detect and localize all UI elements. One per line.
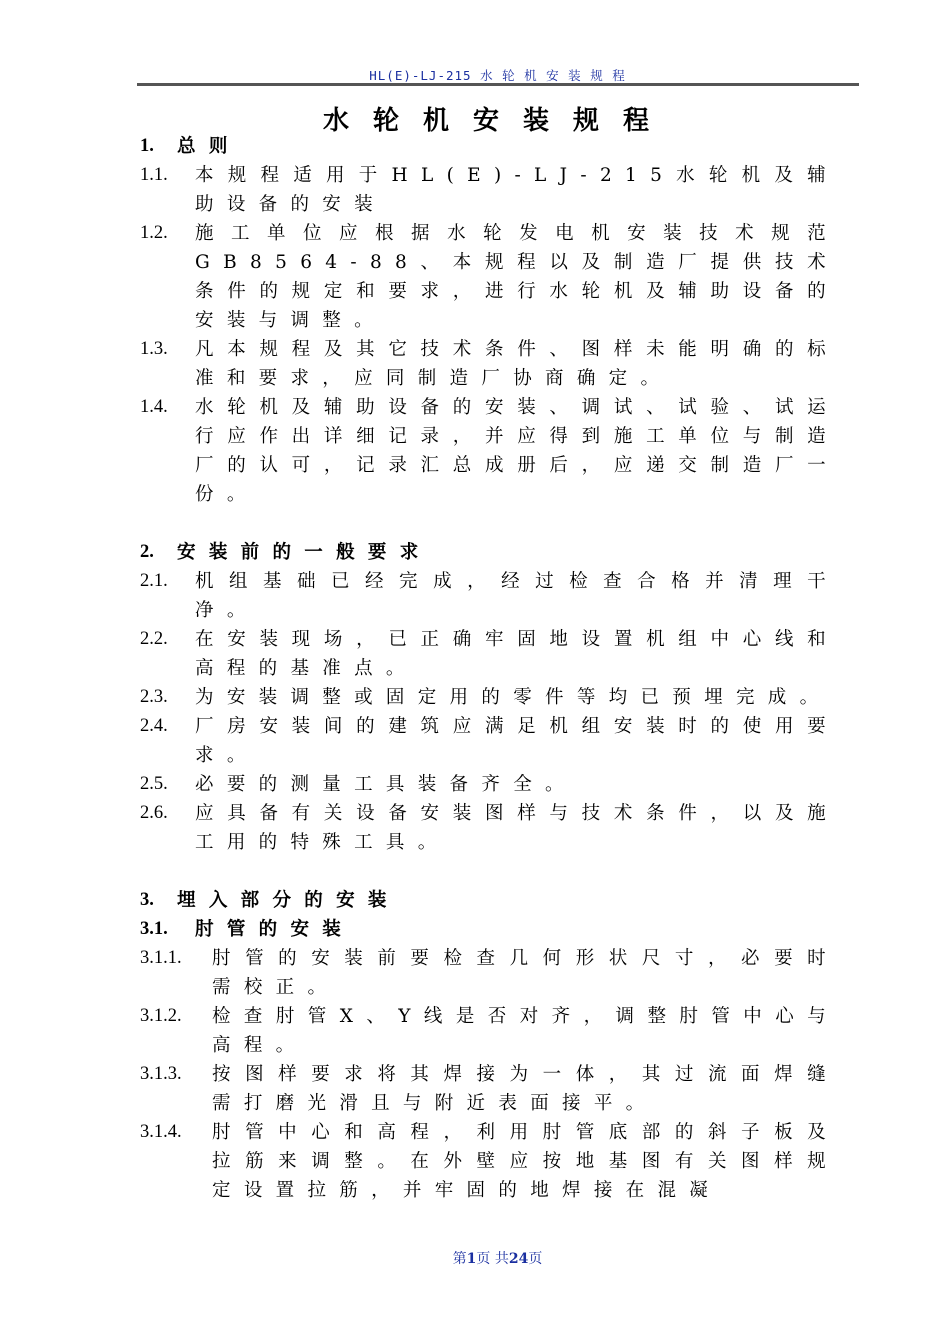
clause-text: 肘管中心和高程，利用肘管底部的斜子板及拉筋来调整。在外壁应按地基图有关图样规定设置拉筋，并牢固的地焊接在混凝 — [212, 1122, 839, 1201]
clause — [140, 683, 839, 712]
clause-number: 1.4. — [140, 397, 168, 417]
clause — [140, 335, 839, 393]
page-footer — [0, 1248, 950, 1268]
section-number: 3. — [140, 890, 154, 910]
clause-number: 3.1.2. — [140, 1006, 182, 1026]
section-number: 2. — [140, 542, 154, 562]
clause-text: 施工单位应根据水轮发电机安装技术规范GB8564-88、本规程以及制造厂提供技术条件的规定和要求，进行水轮机及辅助设备的安装与调整。 — [195, 223, 839, 331]
document-title: 水轮机安装规程 — [322, 106, 673, 136]
clause — [140, 799, 839, 857]
clause — [140, 944, 839, 1002]
clause — [140, 625, 839, 683]
clause — [140, 219, 839, 335]
clause — [140, 393, 839, 509]
clause-number: 2.6. — [140, 803, 168, 823]
section-title: 安装前的一般要求 — [177, 542, 432, 563]
clause-text: 为安装调整或固定用的零件等均已预埋完成。 — [195, 687, 832, 708]
clause-number: 1.1. — [140, 165, 168, 185]
clause — [140, 567, 839, 625]
clause — [140, 1060, 839, 1118]
current-page-number: 1 — [466, 1251, 477, 1267]
clause — [140, 161, 839, 219]
document-body — [140, 132, 839, 1205]
clause-number: 3.1.4. — [140, 1122, 182, 1142]
section-number: 1. — [140, 136, 154, 156]
section-heading — [140, 886, 839, 915]
clause-number: 2.4. — [140, 716, 168, 736]
clause-number: 1.2. — [140, 223, 168, 243]
clause-text: 机组基础已经完成，经过检查合格并清理干净。 — [195, 571, 839, 621]
clause-number: 2.5. — [140, 774, 168, 794]
footer-middle: 页 共 — [476, 1251, 509, 1267]
clause-number: 2.1. — [140, 571, 168, 591]
clause-text: 应具备有关设备安装图样与技术条件，以及施工用的特殊工具。 — [195, 803, 839, 853]
clause — [140, 1118, 839, 1205]
clause-text: 按图样要求将其焊接为一体，其过流面焊缝需打磨光滑且与附近表面接平。 — [212, 1064, 839, 1114]
total-pages: 24 — [508, 1251, 529, 1267]
header-rule — [137, 83, 859, 86]
spacer — [140, 509, 839, 538]
footer-suffix: 页 — [528, 1251, 543, 1267]
clause-text: 在安装现场，已正确牢固地设置机组中心线和高程的基准点。 — [195, 629, 839, 679]
clause-number: 3.1.3. — [140, 1064, 182, 1084]
clause — [140, 1002, 839, 1060]
clause-text: 必要的测量工具装备齐全。 — [195, 774, 577, 795]
subsection-title: 肘管的安装 — [195, 919, 355, 940]
clause-number: 3.1.1. — [140, 948, 182, 968]
section-heading — [140, 132, 839, 161]
subsection-heading — [140, 915, 839, 944]
clause-number: 2.3. — [140, 687, 168, 707]
section-title: 埋入部分的安装 — [177, 890, 400, 911]
clause-text: 厂房安装间的建筑应满足机组安装时的使用要求。 — [195, 716, 839, 766]
footer-prefix: 第 — [452, 1251, 467, 1267]
clause-number: 1.3. — [140, 339, 168, 359]
clause-number: 2.2. — [140, 629, 168, 649]
page-header: HL(E)-LJ-215 水 轮 机 安 装 规 程 — [369, 68, 626, 83]
clause-text: 肘管的安装前要检查几何形状尺寸，必要时需校正。 — [212, 948, 839, 998]
clause — [140, 770, 839, 799]
section-title: 总则 — [177, 136, 241, 157]
clause-text: 本规程适用于HL(E)-LJ-215水轮机及辅助设备的安装 — [195, 165, 839, 215]
clause-text: 水轮机及辅助设备的安装、调试、试验、试运行应作出详细记录，并应得到施工单位与制造厂的认可，记录汇总成册后，应递交制造厂一份。 — [195, 397, 839, 505]
section-heading — [140, 538, 839, 567]
clause-text: 凡本规程及其它技术条件、图样未能明确的标准和要求，应同制造厂协商确定。 — [195, 339, 839, 389]
clause-text: 检查肘管X、Y线是否对齐，调整肘管中心与高程。 — [212, 1006, 839, 1056]
subsection-number: 3.1. — [140, 919, 168, 939]
spacer — [140, 857, 839, 886]
clause — [140, 712, 839, 770]
